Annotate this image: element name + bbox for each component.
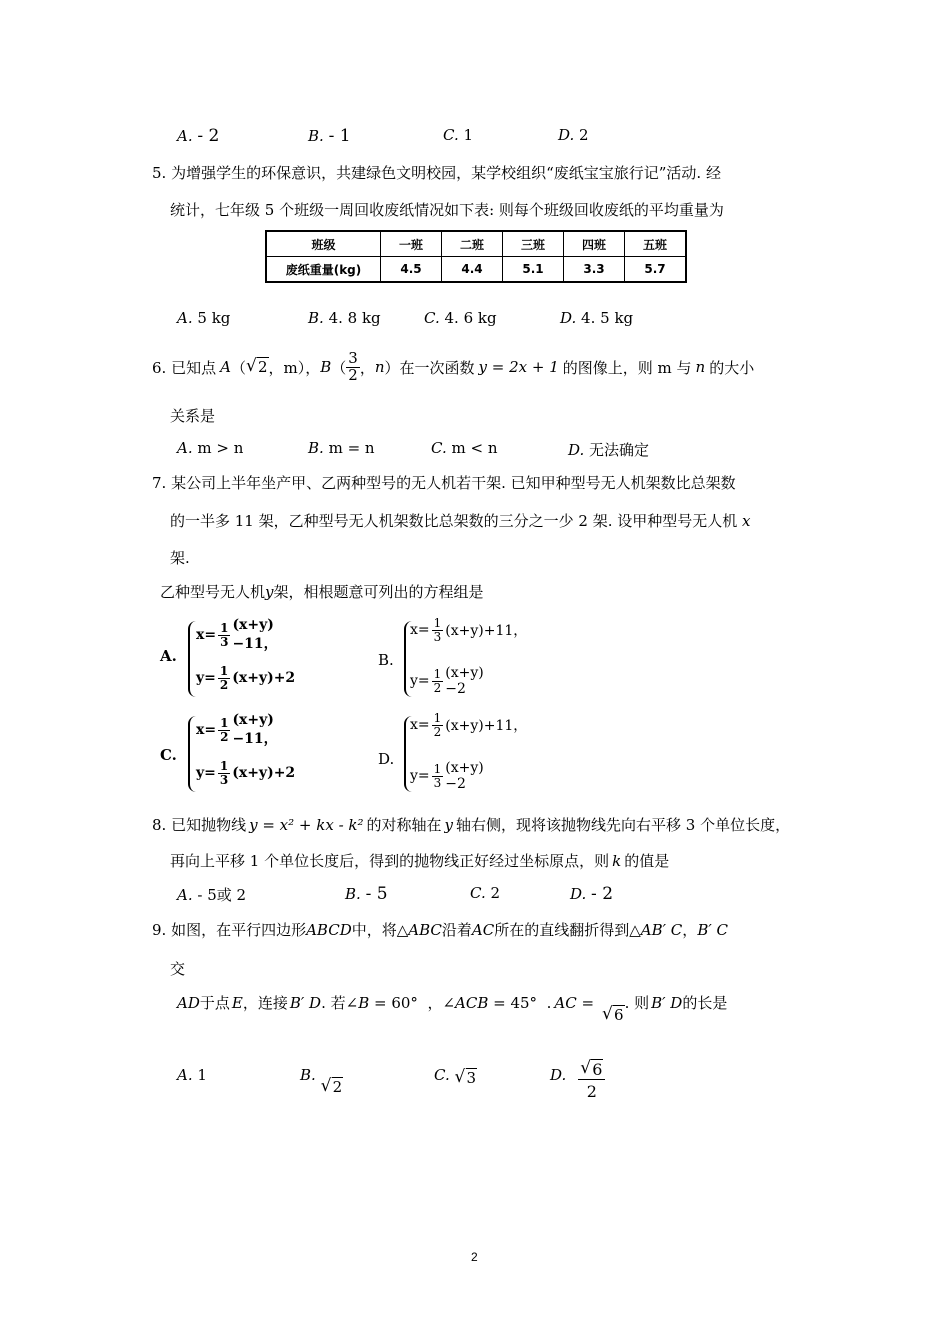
- equation-2: y= $\frac{1}{2}$ (x+y)−2: [410, 665, 484, 697]
- equation-2: y= $\frac{1}{3}$ (x+y)+2: [196, 759, 296, 787]
- q9-text-line2: 交: [170, 960, 186, 978]
- q4-option-d: D. 2: [558, 126, 589, 144]
- q7-text-line1: 7. 某公司上半年坐产甲、乙两种型号的无人机若干架. 已知甲种型号无人机架数比总架数: [152, 474, 736, 492]
- sqrt-expression: √ 3: [455, 1069, 478, 1087]
- table-cell: 5.1: [503, 257, 564, 283]
- q8-option-d: D. - 2: [570, 884, 614, 904]
- q8-text-line1: 8. 已知抛物线 y = x² + kx - k² 的对称轴在 y 轴右侧，现将该抛物线先向右平移 3 个单位长度，: [152, 816, 791, 834]
- table-row: [266, 257, 686, 283]
- paper-weight-table: [265, 230, 687, 283]
- sqrt-expression: √ 6: [602, 1006, 625, 1024]
- table-header-cell: 四班: [564, 231, 625, 257]
- q8-text-line2: 再向上平移 1 个单位长度后，得到的抛物线正好经过坐标原点，则 k 的值是: [170, 852, 670, 870]
- q6-option-a: A. m > n: [177, 439, 244, 457]
- table-cell: 3.3: [564, 257, 625, 283]
- q5-option-b: B. 4. 8 kg: [308, 309, 381, 327]
- q5-text-line2: 统计，七年级 5 个班级一周回收废纸情况如下表: 则每个班级回收废纸的平均重量为: [170, 201, 724, 219]
- fraction: √ $\frac{6}{2}$: [578, 1062, 605, 1101]
- table-header-cell: 一班: [381, 231, 442, 257]
- q7-text-line4: 乙种型号无人机y架，相根题意可列出的方程组是: [160, 583, 484, 601]
- q5-option-a: A. 5 kg: [177, 309, 231, 327]
- equation-1: x= $\frac{1}{2}$ (x+y)−11，: [196, 712, 278, 747]
- q5-option-c: C. 4. 6 kg: [424, 309, 497, 327]
- equation-2: y= $\frac{1}{2}$ (x+y)+2: [196, 664, 296, 692]
- q9-option-b: B. √ 2: [300, 1066, 343, 1084]
- equation-1: x= $\frac{1}{3}$ (x+y)+11，: [410, 616, 528, 644]
- q6-text-line2: 关系是: [170, 407, 216, 425]
- q8-option-b: B. - 5: [345, 884, 388, 904]
- table-cell: 5.7: [625, 257, 687, 283]
- table-header-cell: 班级: [266, 231, 381, 257]
- q9-option-d: D. √ $\frac{6}{2}$: [550, 1062, 605, 1101]
- q9-option-c: C. √ 3: [434, 1066, 477, 1084]
- q4-option-c: C. 1: [443, 126, 474, 144]
- table-cell: 4.5: [381, 257, 442, 283]
- table-header-cell: 五班: [625, 231, 687, 257]
- table-header-cell: 二班: [442, 231, 503, 257]
- page-number: 2: [471, 1250, 478, 1264]
- equation-1: x= $\frac{1}{2}$ (x+y)+11，: [410, 711, 528, 739]
- sqrt-expression: √ 2: [321, 1078, 344, 1096]
- fraction: $\frac{3}{2}$: [348, 348, 358, 384]
- q4-option-b: B. - 1: [308, 126, 351, 146]
- q6-option-d: D. 无法确定: [568, 441, 650, 459]
- q6-text-line1: 6. 已知点 A （ √ 2 ，m）， B （ $\frac{3}{2}$ ， n ）在一次函数 y = 2x + 1 的图像上，则 m 与 n 的大小: [152, 347, 754, 387]
- q9-text-line3: AD 于点 E ，连接 B′ D . 若∠ B = 60° ，∠ ACB = 45° . AC = √ 6 . 则 B′ D 的长是: [177, 992, 727, 1013]
- q5-option-d: D. 4. 5 kg: [560, 309, 634, 327]
- table-cell: 废纸重量(kg): [266, 257, 381, 283]
- equation-2: y= $\frac{1}{3}$ (x+y)−2: [410, 760, 484, 792]
- q6-option-c: C. m < n: [431, 439, 498, 457]
- q5-text-line1: 5. 为增强学生的环保意识，共建绿色文明校园，某学校组织“废纸宝宝旅行记”活动. 经: [152, 164, 721, 182]
- q9-text-line1: 9. 如图，在平行四边形ABCD中，将△ABC沿着AC所在的直线翻折得到△AB′ C，B′ C: [152, 921, 728, 939]
- q7-text-line3: 架.: [170, 549, 190, 567]
- sqrt-expression: √ 2: [246, 358, 269, 376]
- q9-option-a: A. 1: [177, 1066, 207, 1084]
- q8-option-c: C. 2: [470, 884, 501, 902]
- q8-option-a: A. - 5或 2: [177, 886, 247, 904]
- table-header-row: [266, 231, 686, 257]
- table-header-cell: 三班: [503, 231, 564, 257]
- table-cell: 4.4: [442, 257, 503, 283]
- equation-1: x= $\frac{1}{3}$ (x+y)−11，: [196, 617, 278, 652]
- q7-text-line2: 的一半多 11 架，乙种型号无人机架数比总架数的三分之一少 2 架. 设甲种型号无人机 x: [170, 512, 751, 530]
- q6-option-b: B. m = n: [308, 439, 375, 457]
- q4-option-a: A. - 2: [177, 126, 220, 146]
